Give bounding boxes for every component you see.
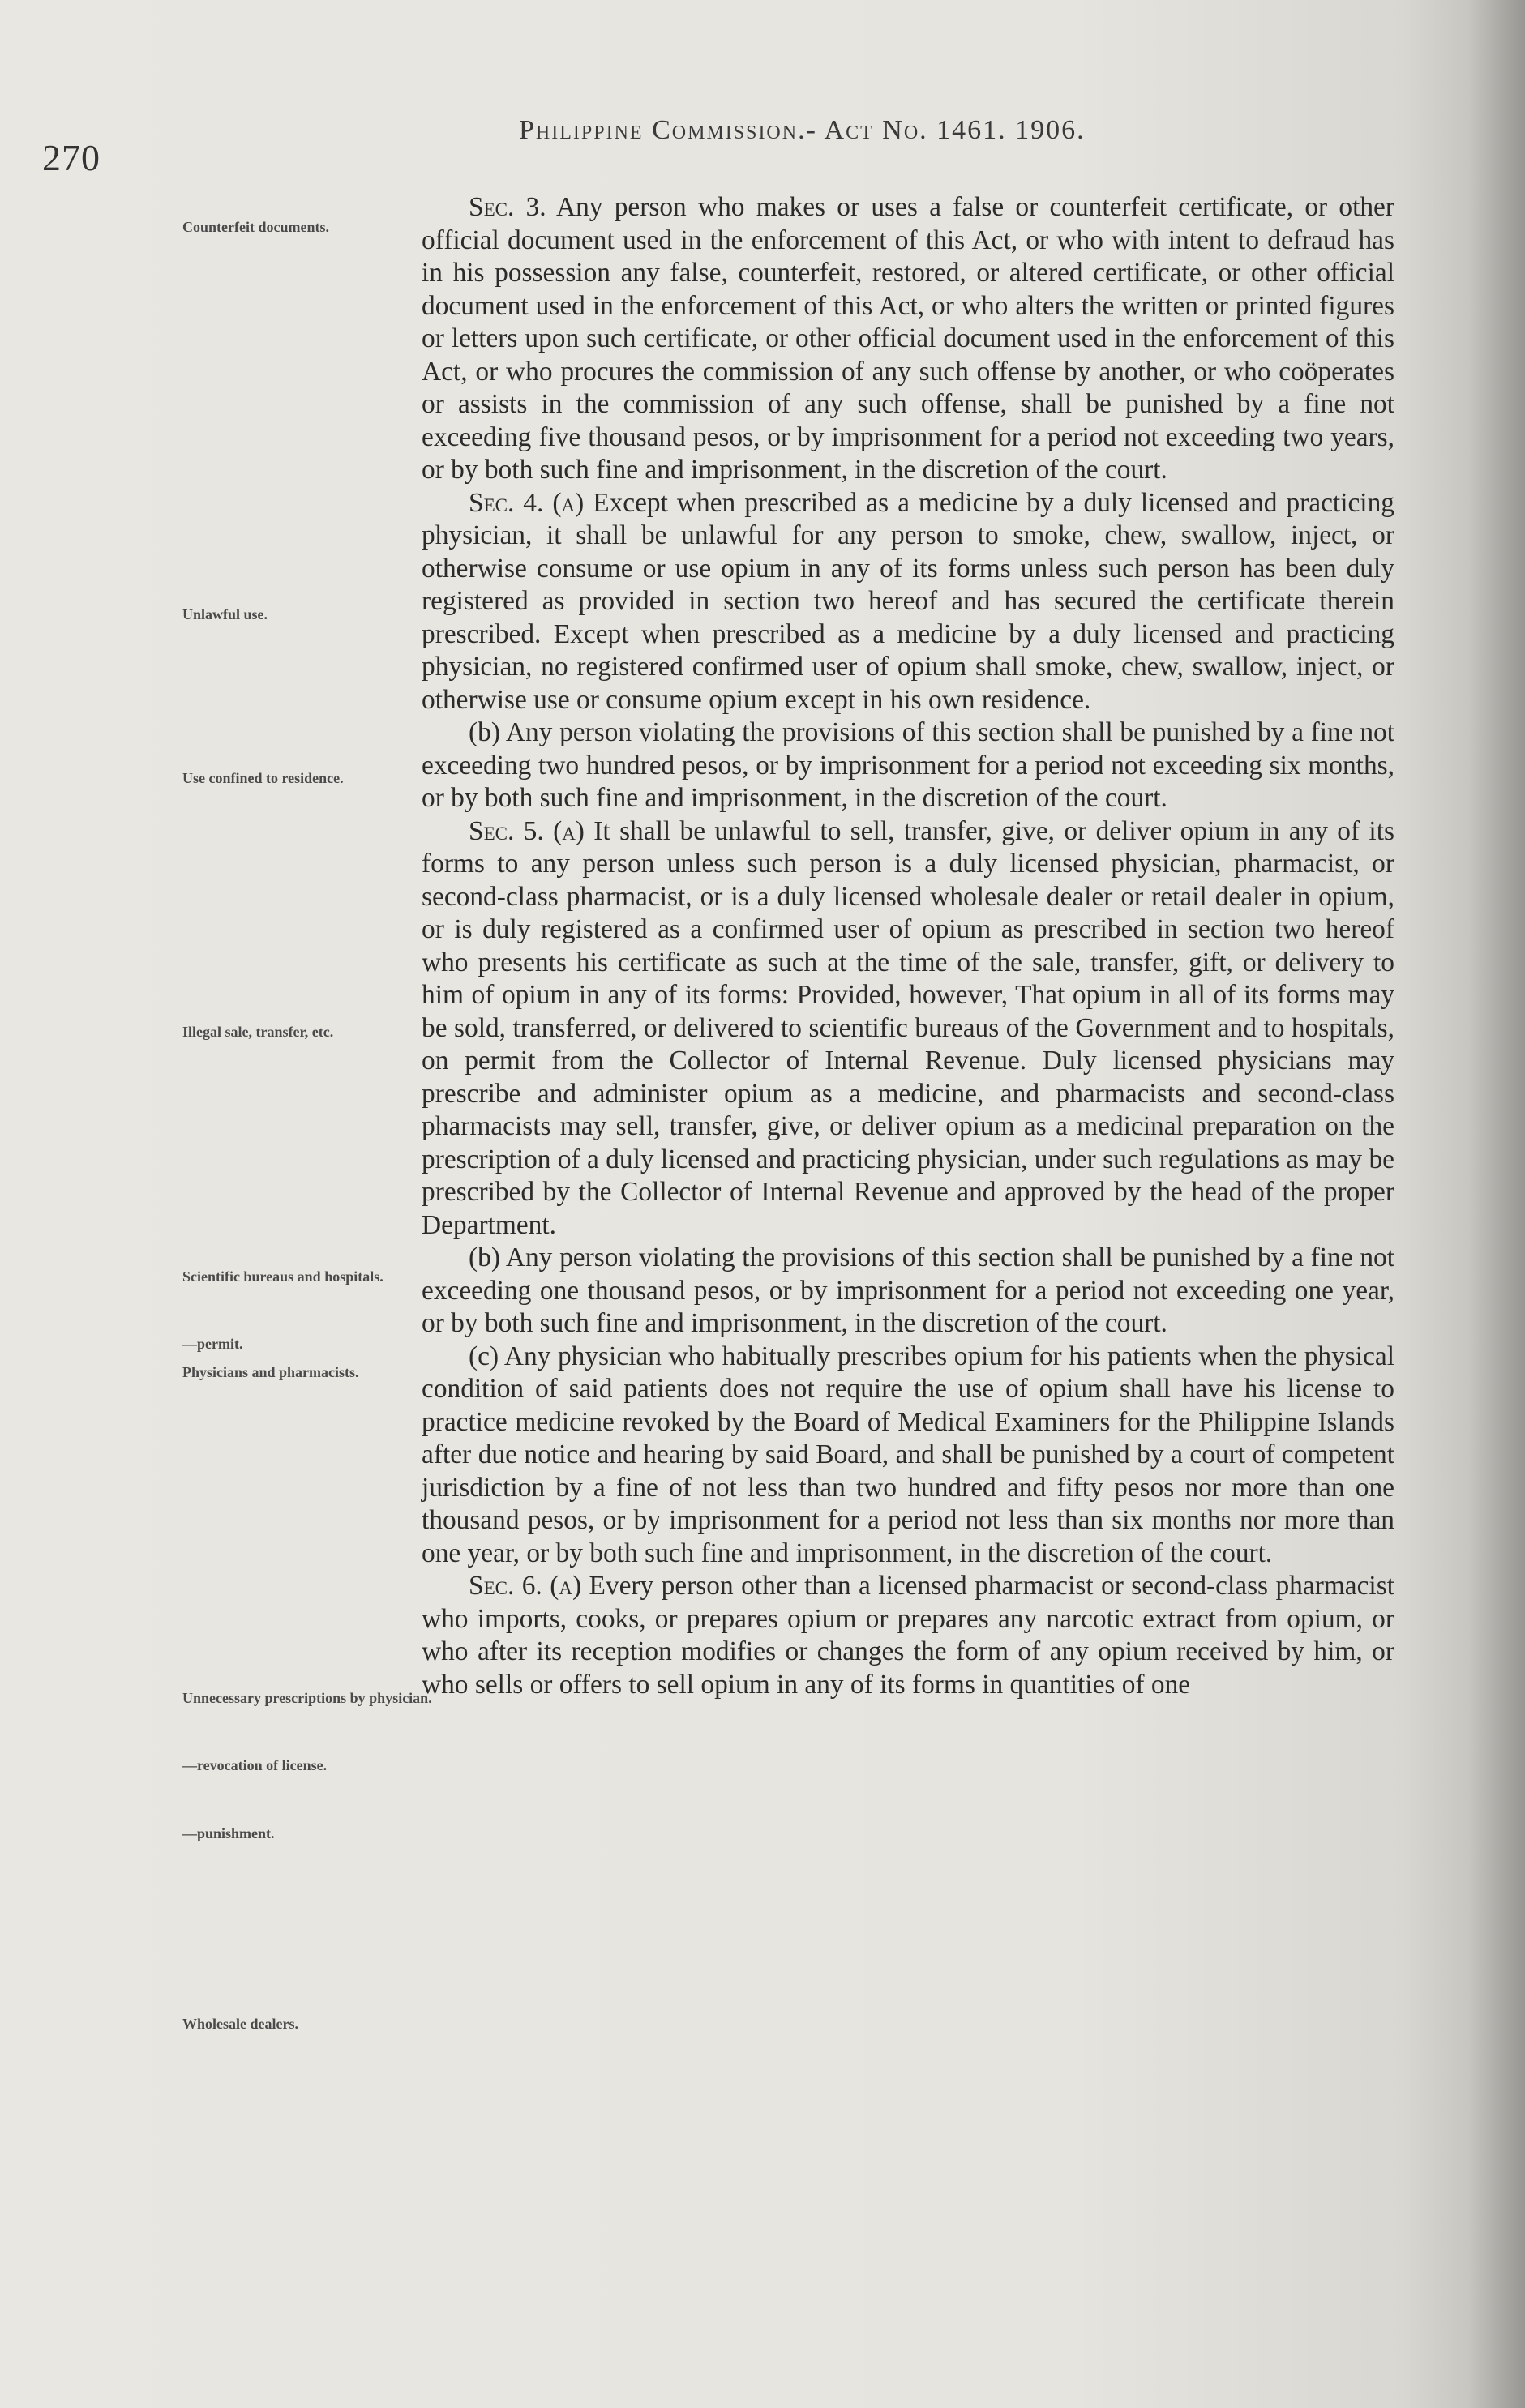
section-4a-paragraph [422,487,1394,717]
margin-note-scientific-bureaus: Scientific bureaus and hospitals. [182,1268,383,1285]
section-text: Any person who makes or uses a false or counterfeit certificate, or other official document used in the enforcement of this Act, or who with intent to defraud has in his possession any false, counterfeit, restored, or altered certificate, or other official document used in the enforcement of this Act, or who alters the written or printed figures or letters upon such certificate, or other official document used in the enforcement of this Act, or who procures the commission of any such offense by another, or who coöperates or assists in the commission of any such offense, shall be punished by a fine not exceeding five thousand pesos, or by imprisonment for a period not exceeding two years, or by both such fine and imprisonment, in the discretion of the court. [422,192,1394,485]
section-text: (b) Any person violating the provisions of this section shall be punished by a fine not exceeding one thousand pesos, or by imprisonment for a period not exceeding one year, or by both such fine and imprisonment, in the discretion of the court. [422,1242,1394,1338]
margin-note-wholesale-dealers: Wholesale dealers. [182,2016,298,2032]
section-6a-paragraph [422,1570,1394,1701]
section-5c-paragraph [422,1341,1394,1571]
section-label: Sec. 5. (a) [469,815,585,846]
section-5b-paragraph [422,1242,1394,1341]
margin-note-illegal-sale: Illegal sale, transfer, etc. [182,1024,334,1040]
page-edge-shadow [1468,0,1525,2408]
margin-note-unlawful-use: Unlawful use. [182,606,268,622]
section-label: Sec. 4. (a) [469,487,585,518]
section-4b-paragraph [422,716,1394,815]
section-5a-paragraph [422,815,1394,1242]
running-head: Philippine Commission.- Act No. 1461. 1906. [519,115,1086,145]
section-label: Sec. 6. (a) [469,1571,582,1601]
section-text: (c) Any physician who habitually prescribes opium for his patients when the physical condition of said patients does not require the use of opium shall have his license to practice medicine revoked by the Board of Medical Examiners for the Philippine Islands after due notice and hearing by said Board, and shall be punished by a court of competent jurisdiction by a fine of not less than two hundred and fifty pesos nor more than one thousand pesos, or by imprisonment for a period not less than six months nor more than one year, or by both such fine and imprisonment, in the discretion of the court. [422,1341,1394,1568]
section-3-paragraph [422,191,1394,487]
section-label: Sec. 3. [469,192,546,222]
margin-note-unnecessary-prescriptions: Unnecessary prescriptions by physician. [182,1690,432,1706]
section-text: It shall be unlawful to sell, transfer, give, or deliver opium in any of its forms to any person unless such person is a duly licensed physician, pharmacist, or second-class pharmacist, or is a duly licensed wholesale dealer or retail dealer in opium, or is duly registered as a confirmed user of opium as prescribed in section two hereof who presents his certificate as such at the time of the sale, transfer, gift, or delivery to him of opium in any of its forms: Provided, however, That opium in all of its forms may be sold, transferred, or delivered to scientific bureaus of the Government and to hospitals, on permit from the Collector of Internal Revenue. Duly licensed physicians may prescribe and administer opium as a medicine, and pharmacists and second-class pharmacists may sell, transfer, give, or deliver opium as a medicinal preparation on the prescription of a duly licensed and practicing physician, under such regulations as may be prescribed by the Collector of Internal Revenue and approved by the head of the proper Department. [422,815,1394,1240]
section-text: Every person other than a licensed pharmacist or second-class pharmacist who imports, cooks, or prepares opium or prepares any narcotic extract from opium, or who after its reception modifies or changes the form of any opium received by him, or who sells or offers to sell opium in any of its forms in quantities of one [422,1571,1394,1700]
page-number: 270 [42,137,101,178]
margin-note-permit: —permit. [182,1336,243,1352]
margin-note-residence: Use confined to residence. [182,770,344,786]
body-text [422,191,1394,1701]
section-text: (b) Any person violating the provisions of this section shall be punished by a fine not exceeding two hundred pesos, or by imprisonment for a period not exceeding six months, or by both such fine and imprisonment, in the discretion of the court. [422,717,1394,813]
margin-note-revocation: —revocation of license. [182,1757,328,1773]
margin-note-counterfeit: Counterfeit documents. [182,219,329,235]
margin-note-physicians: Physicians and pharmacists. [182,1364,359,1380]
section-text: Except when prescribed as a medicine by a duly licensed and practicing physician, it shall be unlawful for any person to smoke, chew, swallow, inject, or otherwise consume or use opium in any of its forms unless such person has been duly registered as provided in section two hereof and has secured the certificate therein prescribed. Except when prescribed as a medicine by a duly licensed and practicing physician, no registered confirmed user of opium shall smoke, chew, swallow, inject, or otherwise use or consume opium except in his own residence. [422,487,1394,715]
margin-note-punishment: —punishment. [182,1825,275,1841]
